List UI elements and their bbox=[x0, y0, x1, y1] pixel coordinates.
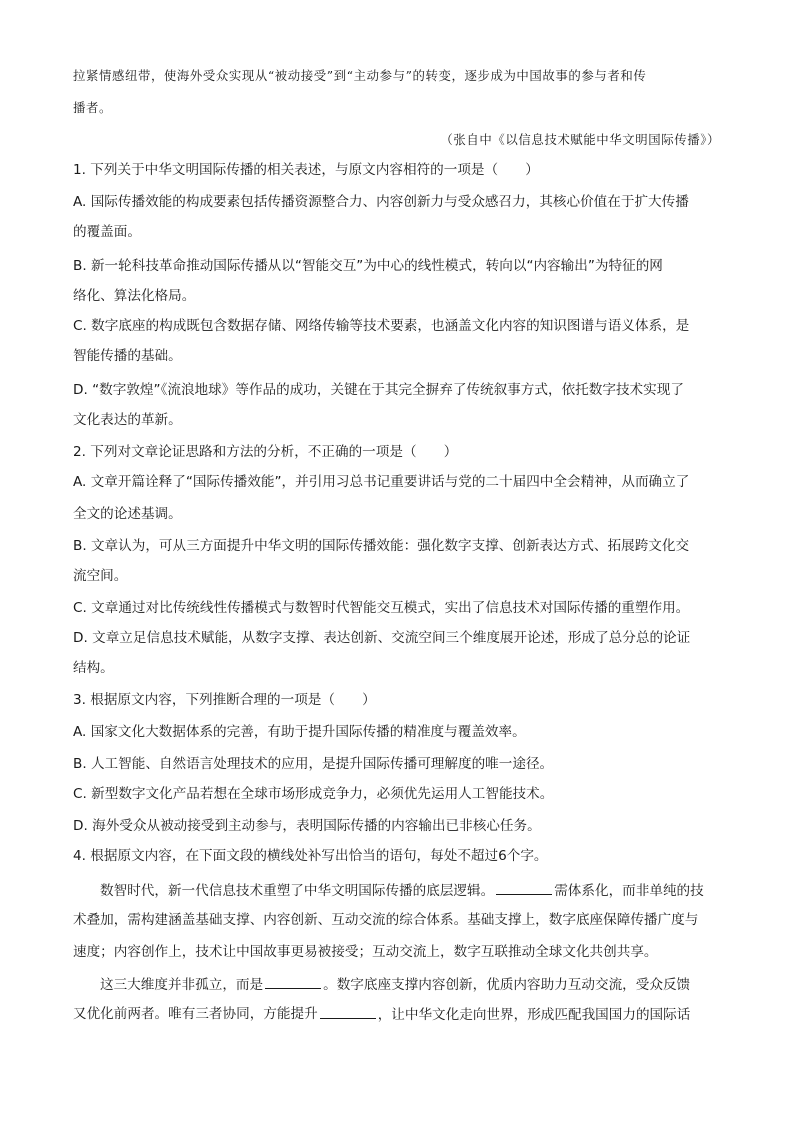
question-3-option-d: D. 海外受众从被动接受到主动参与，表明国际传播的内容输出已非核心任务。 bbox=[73, 818, 541, 834]
question-1-option-d: 文化表达的革新。 bbox=[73, 412, 182, 428]
fill-paragraph-line bbox=[73, 1004, 721, 1025]
question-1-option-d: D. “数字敦煌”《流浪地球》等作品的成功，关键在于其完全摒弃了传统叙事方式，依托数字技术实现了 bbox=[73, 382, 684, 398]
paragraph-text: 。数字底座支撑内容创新，优质内容助力互动交流，受众反馈 bbox=[323, 977, 691, 993]
question-2-stem: 2. 下列对文章论证思路和方法的分析，不正确的一项是（ ） bbox=[73, 444, 458, 460]
question-3-option-c: C. 新型数字文化产品若想在全球市场形成竞争力，必须优先运用人工智能技术。 bbox=[73, 786, 554, 802]
question-1-option-a: A. 国际传播效能的构成要素包括传播资源整合力、内容创新力与受众感召力，其核心价值在于扩大传播 bbox=[73, 194, 689, 210]
passage-line: 播者。 bbox=[73, 100, 112, 115]
paragraph-text: 数智时代，新一代信息技术重塑了中华文明国际传播的底层逻辑。 bbox=[100, 883, 495, 899]
paragraph-text: ，让中华文化走向世界，形成匹配我国国力的国际话 bbox=[377, 1007, 691, 1023]
answer-blank-1[interactable] bbox=[496, 880, 552, 895]
question-2-option-a: 全文的论述基调。 bbox=[73, 506, 182, 522]
fill-paragraph-line: 速度；内容创作上，技术让中国故事更易被接受；互动交流上，数字互联推动全球文化共创共享。 bbox=[73, 944, 658, 960]
passage-line: 拉紧情感纽带，使海外受众实现从“被动接受”到“主动参与”的转变，逐步成为中国故事的参与者和传 bbox=[73, 68, 647, 83]
fill-paragraph-line: 术叠加，需构建涵盖基础支撑、内容创新、互动交流的综合体系。基础支撑上，数字底座保障传播广度与 bbox=[73, 912, 699, 928]
question-2-option-c: C. 文章通过对比传统线性传播模式与数智时代智能交互模式，实出了信息技术对国际传播的重塑作用。 bbox=[73, 600, 690, 616]
paragraph-text: 需体系化，而非单纯的技 bbox=[554, 883, 704, 899]
question-3-option-b: B. 人工智能、自然语言处理技术的应用，是提升国际传播可理解度的唯一途径。 bbox=[73, 756, 554, 772]
question-1-option-b: B. 新一轮科技革命推动国际传播从以“智能交互”为中心的线性模式，转向以“内容输出”为特征的网 bbox=[73, 258, 663, 274]
question-1-option-c: 智能传播的基础。 bbox=[73, 348, 182, 364]
passage-source: （张自中《以信息技术赋能中华文明国际传播》） bbox=[440, 132, 720, 147]
question-2-option-a: A. 文章开篇诠释了“国际传播效能”，并引用习总书记重要讲话与党的二十届四中全会精神，从而确立了 bbox=[73, 474, 690, 490]
fill-paragraph-line bbox=[100, 974, 720, 995]
question-2-option-b: 流空间。 bbox=[73, 568, 128, 584]
question-1-option-c: C. 数字底座的构成既包含数据存储、网络传输等技术要素，也涵盖文化内容的知识图谱与语义体系，是 bbox=[73, 318, 690, 334]
question-1-option-b: 络化、算法化格局。 bbox=[73, 288, 196, 304]
question-3-stem: 3. 根据原文内容，下列推断合理的一项是（ ） bbox=[73, 692, 376, 708]
answer-blank-3[interactable] bbox=[320, 1004, 376, 1019]
fill-paragraph-line: 又优化前两者。唯有三者协同，方能提升 bbox=[73, 1006, 318, 1022]
question-1-option-a: 的覆盖面。 bbox=[73, 224, 141, 240]
answer-blank-2[interactable] bbox=[265, 974, 321, 989]
question-3-option-a: A. 国家文化大数据体系的完善，有助于提升国际传播的精准度与覆盖效率。 bbox=[73, 724, 526, 740]
question-4-stem: 4. 根据原文内容，在下面文段的横线处补写出恰当的语句，每处不超过6个字。 bbox=[73, 848, 548, 864]
question-1-stem: 1. 下列关于中华文明国际传播的相关表述，与原文内容相符的一项是（ ） bbox=[73, 162, 539, 178]
question-2-option-b: B. 文章认为，可从三方面提升中华文明的国际传播效能：强化数字支撑、创新表达方式、拓展跨文化交 bbox=[73, 538, 690, 554]
question-2-option-d: D. 文章立足信息技术赋能，从数字支撑、表达创新、交流空间三个维度展开论述，形成了总分总的论证 bbox=[73, 630, 691, 646]
paragraph-text: 这三大维度并非孤立，而是 bbox=[100, 977, 264, 993]
fill-paragraph-line bbox=[100, 880, 720, 901]
question-2-option-d: 结构。 bbox=[73, 660, 114, 676]
